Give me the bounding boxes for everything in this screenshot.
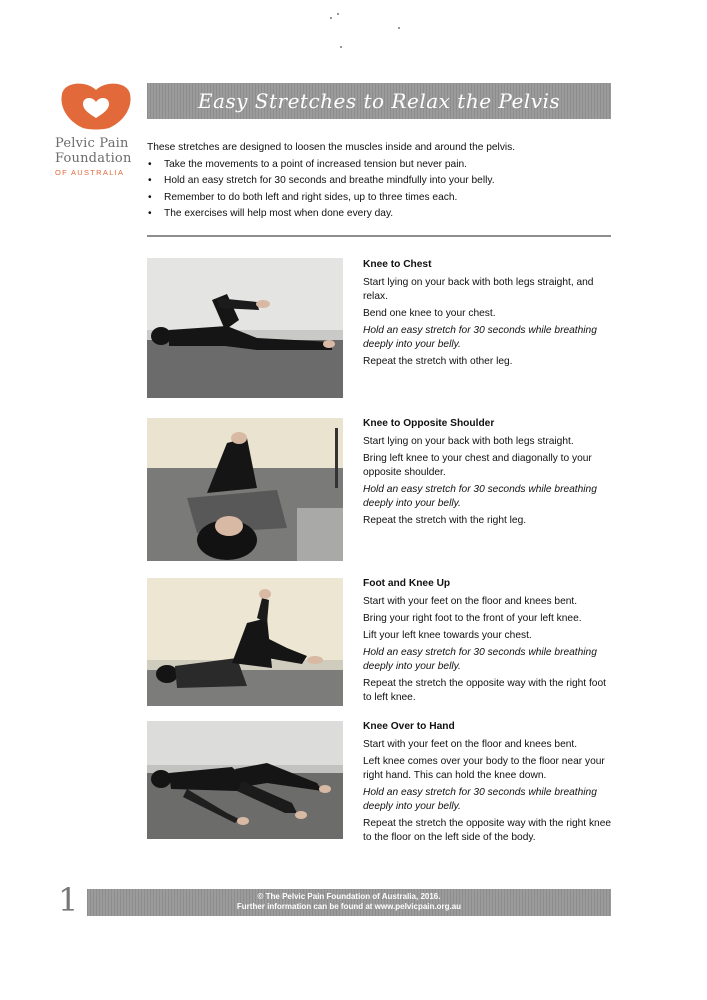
- exercise-step: Start lying on your back with both legs straight, and relax.: [363, 277, 594, 302]
- intro-section: [147, 140, 617, 223]
- scan-speck: [330, 17, 332, 19]
- exercise-repeat-instruction: Repeat the stretch the opposite way with the right knee to the floor on the left side of the body.: [363, 818, 612, 843]
- intro-bullet: • Hold an easy stretch for 30 seconds and breathe mindfully into your belly.: [147, 173, 617, 190]
- exercise-knee-over-to-hand: [363, 720, 615, 848]
- scan-speck: [398, 27, 400, 29]
- exercise-step: Start with your feet on the floor and knees bent.: [363, 739, 578, 750]
- logo-text-line2: Foundation: [55, 151, 132, 166]
- exercise-photo-knee-over-to-hand: [147, 721, 343, 839]
- exercise-title: Knee to Chest: [363, 259, 432, 270]
- heart-pelvis-icon: [59, 82, 133, 130]
- exercise-step: Lift your left knee towards your chest.: [363, 630, 532, 641]
- footer-banner: [87, 889, 611, 916]
- logo-text-line3: OF AUSTRALIA: [55, 168, 125, 177]
- exercise-repeat-instruction: Repeat the stretch the opposite way with the right foot to left knee.: [363, 678, 606, 703]
- exercise-hold-instruction: Hold an easy stretch for 30 seconds while breathing deeply into your belly.: [363, 647, 597, 672]
- logo-text-line1: Pelvic Pain: [55, 136, 129, 151]
- title-banner: [147, 83, 611, 119]
- exercise-foot-and-knee-up: [363, 577, 615, 708]
- intro-bullet: • Remember to do both left and right sides, up to three times each.: [147, 190, 617, 207]
- exercise-photo-knee-to-chest: [147, 258, 343, 398]
- exercise-knee-to-opposite-shoulder: [363, 417, 615, 531]
- intro-bullet-list: [147, 157, 617, 223]
- exercise-knee-to-chest: [363, 258, 615, 372]
- exercise-hold-instruction: Hold an easy stretch for 30 seconds while breathing deeply into your belly.: [363, 787, 597, 812]
- exercise-step: Start lying on your back with both legs straight.: [363, 436, 574, 447]
- page-number: 1: [58, 881, 79, 919]
- exercise-repeat-instruction: Repeat the stretch with the right leg.: [363, 515, 527, 526]
- exercise-step: Bring your right foot to the front of your left knee.: [363, 613, 582, 624]
- footer-copyright: © The Pelvic Pain Foundation of Australia, 2016.: [257, 892, 441, 901]
- exercise-repeat-instruction: Repeat the stretch with other leg.: [363, 356, 513, 367]
- section-divider: [147, 235, 611, 237]
- exercise-title: Knee to Opposite Shoulder: [363, 418, 495, 429]
- exercise-photo-knee-to-opposite-shoulder: [147, 418, 343, 561]
- exercise-step: Left knee comes over your body to the floor near your right hand. This can hold the knee down.: [363, 756, 605, 781]
- page-title: Easy Stretches to Relax the Pelvis: [197, 89, 561, 113]
- scan-speck: [337, 13, 339, 15]
- exercise-hold-instruction: Hold an easy stretch for 30 seconds while breathing deeply into your belly.: [363, 484, 597, 509]
- intro-text: These stretches are designed to loosen the muscles inside and around the pelvis.: [147, 142, 516, 153]
- footer-info: Further information can be found at www.pelvicpain.org.au: [236, 902, 462, 911]
- exercise-step: Start with your feet on the floor and knees bent.: [363, 596, 578, 607]
- exercise-title: Knee Over to Hand: [363, 721, 455, 732]
- foundation-logo: [55, 82, 137, 177]
- exercise-hold-instruction: Hold an easy stretch for 30 seconds while breathing deeply into your belly.: [363, 325, 597, 350]
- intro-bullet: • The exercises will help most when done every day.: [147, 206, 617, 223]
- exercise-title: Foot and Knee Up: [363, 578, 451, 589]
- exercise-photo-foot-and-knee-up: [147, 578, 343, 706]
- exercise-step: Bring left knee to your chest and diagonally to your opposite shoulder.: [363, 453, 592, 478]
- scan-speck: [340, 46, 342, 48]
- intro-bullet: • Take the movements to a point of increased tension but never pain.: [147, 157, 617, 174]
- exercise-step: Bend one knee to your chest.: [363, 308, 496, 319]
